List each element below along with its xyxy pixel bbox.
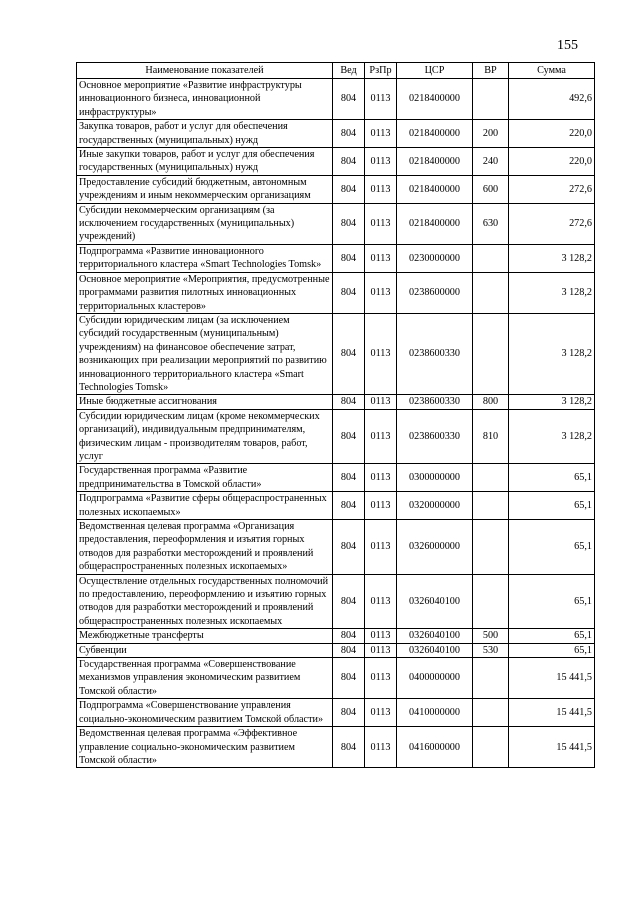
cell-vr	[473, 244, 509, 272]
table-row	[77, 395, 595, 409]
cell-ved: 804	[333, 148, 365, 176]
header-sum: Сумма	[509, 63, 595, 79]
cell-csr: 0320000000	[397, 492, 473, 520]
cell-vr	[473, 727, 509, 768]
cell-sum: 3 128,2	[509, 244, 595, 272]
cell-ved: 804	[333, 643, 365, 657]
cell-vr	[473, 658, 509, 699]
cell-ved: 804	[333, 464, 365, 492]
budget-table	[76, 62, 595, 768]
cell-name: Ведомственная целевая программа «Эффективное управление социально-экономическим развитием Томской области»	[77, 727, 333, 768]
cell-sum: 15 441,5	[509, 699, 595, 727]
cell-sum: 220,0	[509, 120, 595, 148]
cell-ved: 804	[333, 492, 365, 520]
header-ved: Вед	[333, 63, 365, 79]
header-rzpr: РзПр	[365, 63, 397, 79]
cell-sum: 220,0	[509, 148, 595, 176]
cell-vr	[473, 520, 509, 575]
cell-rzpr: 0113	[365, 727, 397, 768]
cell-ved: 804	[333, 658, 365, 699]
table-row	[77, 492, 595, 520]
cell-rzpr: 0113	[365, 520, 397, 575]
table-row	[77, 244, 595, 272]
cell-csr: 0218400000	[397, 120, 473, 148]
cell-vr: 200	[473, 120, 509, 148]
table-row	[77, 148, 595, 176]
cell-csr: 0218400000	[397, 203, 473, 244]
cell-ved: 804	[333, 272, 365, 313]
cell-name: Субвенции	[77, 643, 333, 657]
cell-vr	[473, 272, 509, 313]
cell-csr: 0230000000	[397, 244, 473, 272]
cell-sum: 3 128,2	[509, 395, 595, 409]
cell-name: Закупка товаров, работ и услуг для обеспечения государственных (муниципальных) нужд	[77, 120, 333, 148]
cell-csr: 0238600000	[397, 272, 473, 313]
cell-vr: 800	[473, 395, 509, 409]
cell-rzpr: 0113	[365, 244, 397, 272]
cell-csr: 0326040100	[397, 574, 473, 629]
table-row	[77, 643, 595, 657]
cell-vr	[473, 79, 509, 120]
cell-ved: 804	[333, 629, 365, 643]
cell-sum: 65,1	[509, 629, 595, 643]
cell-sum: 65,1	[509, 492, 595, 520]
cell-vr: 500	[473, 629, 509, 643]
cell-name: Подпрограмма «Развитие сферы общераспространенных полезных ископаемых»	[77, 492, 333, 520]
header-name: Наименование показателей	[77, 63, 333, 79]
table-body	[77, 79, 595, 768]
cell-sum: 3 128,2	[509, 409, 595, 464]
cell-vr: 810	[473, 409, 509, 464]
cell-name: Иные закупки товаров, работ и услуг для обеспечения государственных (муниципальных) нужд	[77, 148, 333, 176]
page-number: 155	[557, 38, 578, 53]
table-row	[77, 120, 595, 148]
cell-rzpr: 0113	[365, 492, 397, 520]
table-row	[77, 574, 595, 629]
cell-ved: 804	[333, 520, 365, 575]
cell-csr: 0410000000	[397, 699, 473, 727]
cell-rzpr: 0113	[365, 643, 397, 657]
cell-name: Подпрограмма «Совершенствование управления социально-экономическим развитием Томской области»	[77, 699, 333, 727]
table-header-row	[77, 63, 595, 79]
cell-sum: 65,1	[509, 574, 595, 629]
cell-vr	[473, 699, 509, 727]
cell-vr	[473, 492, 509, 520]
cell-rzpr: 0113	[365, 272, 397, 313]
cell-csr: 0238600330	[397, 395, 473, 409]
cell-sum: 272,6	[509, 203, 595, 244]
cell-rzpr: 0113	[365, 395, 397, 409]
cell-vr: 240	[473, 148, 509, 176]
table-row	[77, 727, 595, 768]
cell-ved: 804	[333, 79, 365, 120]
table-row	[77, 175, 595, 203]
cell-sum: 492,6	[509, 79, 595, 120]
table-row	[77, 203, 595, 244]
table-row	[77, 658, 595, 699]
cell-vr: 630	[473, 203, 509, 244]
cell-rzpr: 0113	[365, 699, 397, 727]
cell-rzpr: 0113	[365, 175, 397, 203]
cell-name: Осуществление отдельных государственных полномочий по предоставлению, переоформлению и изъятию горных отводов для разработки месторождений и проявлений общераспространенных полезных ископаемых	[77, 574, 333, 629]
cell-ved: 804	[333, 203, 365, 244]
cell-csr: 0238600330	[397, 313, 473, 394]
cell-name: Подпрограмма «Развитие инновационного территориального кластера «Smart Technologies Tomsk»	[77, 244, 333, 272]
cell-name: Иные бюджетные ассигнования	[77, 395, 333, 409]
cell-rzpr: 0113	[365, 629, 397, 643]
cell-name: Основное мероприятие «Мероприятия, предусмотренные программами развития пилотных инновационных территориальных кластеров»	[77, 272, 333, 313]
table-row	[77, 520, 595, 575]
cell-csr: 0326000000	[397, 520, 473, 575]
table-row	[77, 409, 595, 464]
table-row	[77, 699, 595, 727]
cell-csr: 0218400000	[397, 79, 473, 120]
cell-sum: 65,1	[509, 520, 595, 575]
cell-csr: 0300000000	[397, 464, 473, 492]
cell-name: Межбюджетные трансферты	[77, 629, 333, 643]
cell-csr: 0416000000	[397, 727, 473, 768]
cell-name: Основное мероприятие «Развитие инфраструктуры инновационного бизнеса, инновационной инфраструктуры»	[77, 79, 333, 120]
cell-sum: 65,1	[509, 643, 595, 657]
cell-name: Субсидии юридическим лицам (кроме некоммерческих организаций), индивидуальным предпринимателям, физическим лицам - производителям товаров, работ, услуг	[77, 409, 333, 464]
cell-sum: 272,6	[509, 175, 595, 203]
cell-ved: 804	[333, 574, 365, 629]
cell-ved: 804	[333, 395, 365, 409]
cell-csr: 0400000000	[397, 658, 473, 699]
cell-ved: 804	[333, 313, 365, 394]
cell-ved: 804	[333, 175, 365, 203]
cell-ved: 804	[333, 409, 365, 464]
cell-sum: 15 441,5	[509, 658, 595, 699]
header-csr: ЦСР	[397, 63, 473, 79]
cell-vr: 600	[473, 175, 509, 203]
table-row	[77, 629, 595, 643]
cell-ved: 804	[333, 699, 365, 727]
cell-csr: 0238600330	[397, 409, 473, 464]
cell-rzpr: 0113	[365, 574, 397, 629]
cell-csr: 0218400000	[397, 148, 473, 176]
cell-vr	[473, 574, 509, 629]
header-vr: ВР	[473, 63, 509, 79]
cell-sum: 65,1	[509, 464, 595, 492]
cell-sum: 15 441,5	[509, 727, 595, 768]
cell-name: Ведомственная целевая программа «Организация предоставления, переоформления и изъятия горных отводов для разработки месторождений и проявлений общераспространенных полезных ископаемых»	[77, 520, 333, 575]
cell-vr	[473, 313, 509, 394]
cell-rzpr: 0113	[365, 658, 397, 699]
cell-rzpr: 0113	[365, 409, 397, 464]
cell-sum: 3 128,2	[509, 313, 595, 394]
cell-ved: 804	[333, 727, 365, 768]
cell-name: Государственная программа «Развитие предпринимательства в Томской области»	[77, 464, 333, 492]
cell-vr	[473, 464, 509, 492]
cell-csr: 0326040100	[397, 643, 473, 657]
cell-name: Предоставление субсидий бюджетным, автономным учреждениям и иным некоммерческим организациям	[77, 175, 333, 203]
table-row	[77, 79, 595, 120]
cell-name: Государственная программа «Совершенствование механизмов управления экономическим развитием Томской области»	[77, 658, 333, 699]
cell-rzpr: 0113	[365, 148, 397, 176]
cell-sum: 3 128,2	[509, 272, 595, 313]
cell-csr: 0326040100	[397, 629, 473, 643]
cell-name: Субсидии некоммерческим организациям (за исключением государственных (муниципальных) учреждений)	[77, 203, 333, 244]
cell-rzpr: 0113	[365, 203, 397, 244]
cell-ved: 804	[333, 120, 365, 148]
cell-rzpr: 0113	[365, 120, 397, 148]
table-row	[77, 272, 595, 313]
cell-name: Субсидии юридическим лицам (за исключением субсидий государственным (муниципальным) учреждениям) на финансовое обеспечение затрат, возникающих при реализации мероприятий по развитию инновационного территориального кластера «Smart Technologies Tomsk»	[77, 313, 333, 394]
cell-rzpr: 0113	[365, 464, 397, 492]
cell-rzpr: 0113	[365, 313, 397, 394]
cell-ved: 804	[333, 244, 365, 272]
cell-vr: 530	[473, 643, 509, 657]
cell-rzpr: 0113	[365, 79, 397, 120]
table-row	[77, 464, 595, 492]
cell-csr: 0218400000	[397, 175, 473, 203]
table-row	[77, 313, 595, 394]
